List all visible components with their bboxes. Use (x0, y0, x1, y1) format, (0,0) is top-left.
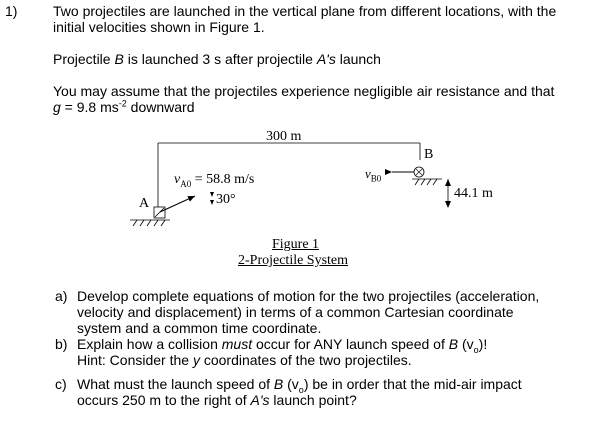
part-b-must: must (221, 336, 253, 352)
velocity-b-sub: B0 (370, 173, 382, 184)
assume-line-2 (53, 99, 194, 116)
part-b-hint-2: coordinates of the two projectiles. (199, 352, 412, 368)
angle-marker (210, 192, 214, 205)
height-label: 44.1 m (454, 186, 493, 201)
part-b-text-1: Explain how a collision (77, 336, 222, 352)
part-a-line-3: system and a common time coordinate. (77, 320, 322, 336)
part-c-b: B (273, 376, 284, 392)
velocity-b-label (365, 166, 381, 182)
height-dimension (445, 179, 451, 208)
part-c-sub: o (298, 384, 304, 395)
velocity-a-symbol: v (174, 172, 181, 187)
part-c-line-2 (77, 392, 357, 409)
velocity-a-value: = 58.8 m/s (191, 172, 255, 187)
assume-line-1: You may assume that the projectiles experience negligible air resistance and that (53, 83, 555, 99)
part-c-a: A's (250, 392, 270, 408)
part-c-v: (v (283, 376, 299, 392)
gravity-eq: = 9.8 ms (60, 99, 119, 115)
launch-note-prefix: Projectile (53, 51, 115, 67)
velocity-a-sub: A0 (180, 178, 192, 189)
figure-caption-2: 2-Projectile System (238, 253, 349, 268)
part-b-hint-y: y (192, 352, 200, 368)
part-b-hint-1: Hint: Consider the (77, 352, 193, 368)
distance-label: 300 m (266, 129, 302, 144)
part-b-text-3: )! (478, 336, 488, 352)
part-c-label: c) (55, 376, 67, 392)
part-b-line-1 (77, 336, 487, 353)
gravity-dir: downward (126, 99, 195, 115)
figure-caption-1: Figure 1 (272, 237, 320, 252)
part-c-text-3: occurs 250 m to the right of (77, 392, 251, 408)
part-b-sub: o (473, 344, 479, 355)
part-a-label: a) (55, 288, 68, 304)
intro-line-1: Two projectiles are launched in the vertical plane from different locations, with the (53, 3, 557, 19)
question-number: 1) (5, 3, 18, 19)
angle-label: 30° (216, 192, 236, 207)
part-b-label: b) (55, 336, 68, 352)
launch-note-b: B (114, 51, 124, 67)
launch-note (53, 51, 381, 68)
part-a-line-1: Develop complete equations of motion for the two projectiles (acceleration, (77, 288, 540, 304)
part-b-b: B (448, 336, 459, 352)
launch-note-a: A's (316, 51, 336, 67)
part-b-line-2 (77, 352, 412, 369)
velocity-a-label (174, 172, 254, 188)
gravity-symbol: g (53, 99, 61, 115)
launch-note-suffix: launch (335, 51, 381, 67)
velocity-b-symbol: v (365, 166, 371, 181)
velocity-a-arrow (160, 196, 195, 212)
part-b-text-2: occur for ANY launch speed of (252, 336, 449, 352)
intro-line-2: initial velocities shown in Figure 1. (53, 19, 265, 35)
part-c-text-1: What must the launch speed of (77, 376, 274, 392)
part-c-text-2: ) be in order that the mid-air impact (303, 376, 522, 392)
label-a: A (139, 196, 150, 211)
part-a-line-2: velocity and displacement) in terms of a common Cartesian coordinate (77, 304, 514, 320)
part-b-v: (v (458, 336, 474, 352)
gravity-exp: -2 (118, 98, 127, 109)
part-c-line-1 (77, 376, 522, 393)
part-c-text-4: launch point? (269, 392, 357, 408)
launch-note-mid: is launched 3 s after projectile (123, 51, 317, 67)
label-b: B (424, 147, 434, 162)
ground-b-hatch (412, 179, 442, 185)
ground-a-hatch (130, 220, 170, 226)
